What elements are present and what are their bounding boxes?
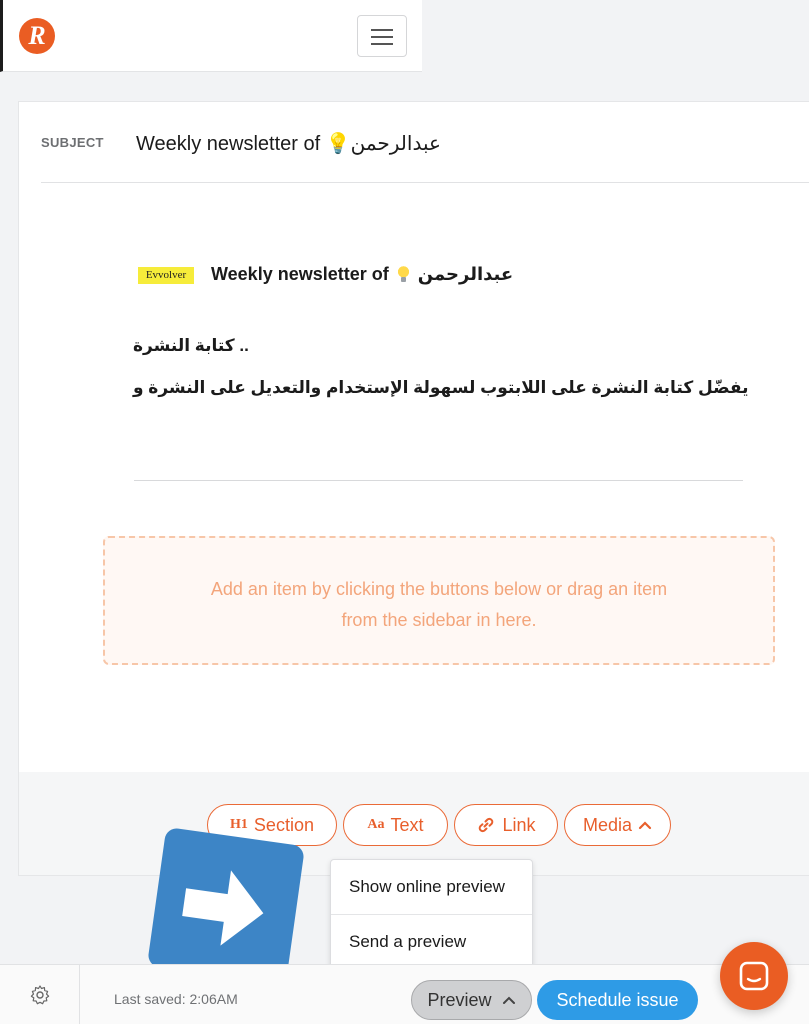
brand-logo: Evvolver [138, 267, 194, 284]
link-icon [476, 815, 496, 835]
hamburger-menu-button[interactable] [357, 15, 407, 57]
chat-launcher-button[interactable] [720, 942, 788, 1010]
arrow-overlay [147, 827, 305, 985]
chevron-up-icon [502, 995, 516, 1005]
newsletter-author: عبدالرحمن [417, 264, 514, 284]
top-bar [0, 0, 422, 72]
subject-input[interactable]: Weekly newsletter of 💡عبدالرحمن [136, 133, 441, 155]
heading-icon: H1 [230, 817, 248, 832]
lightbulb-icon [397, 265, 410, 282]
divider [134, 480, 743, 481]
arrow-right-icon [147, 827, 305, 985]
dropzone-text-1: Add an item by clicking the buttons below or drag an item [210, 579, 668, 599]
newsletter-title [211, 264, 513, 285]
intro-text-line-1[interactable]: .. كتابة النشرة [133, 336, 249, 355]
menu-item-show-online-preview[interactable]: Show online preview [349, 877, 505, 896]
text-icon: Aa [367, 817, 385, 832]
preview-menu [330, 859, 533, 969]
schedule-issue-button[interactable]: Schedule issue [537, 980, 698, 1020]
chevron-up-icon [638, 820, 652, 830]
item-dropzone[interactable] [103, 536, 775, 665]
menu-item-send-preview[interactable]: Send a preview [331, 914, 532, 968]
add-link-button[interactable]: Link [454, 804, 558, 846]
dropzone-text-2: from the sidebar in here. [341, 610, 537, 630]
bottom-bar [0, 964, 809, 1024]
add-text-button[interactable]: Aa Text [343, 804, 448, 846]
intro-text-line-2[interactable]: يفضّل كتابة النشرة على اللابتوب لسهولة الإستخدام والتعديل على النشرة و [133, 378, 749, 397]
newsletter-title-text: Weekly newsletter of [211, 264, 389, 284]
last-saved-status: Last saved: 2:06AM [114, 991, 238, 1007]
divider [41, 182, 809, 183]
menu-icon [371, 29, 393, 31]
gear-icon [29, 984, 51, 1006]
editor-card [18, 101, 809, 876]
preview-button[interactable]: Preview [411, 980, 532, 1020]
subject-label: SUBJECT [41, 135, 104, 150]
chat-icon [738, 960, 770, 992]
settings-button[interactable] [0, 965, 80, 1024]
add-section-button[interactable]: H1 Section [207, 804, 337, 846]
revue-logo[interactable]: R [19, 18, 55, 54]
add-media-button[interactable]: Media [564, 804, 671, 846]
